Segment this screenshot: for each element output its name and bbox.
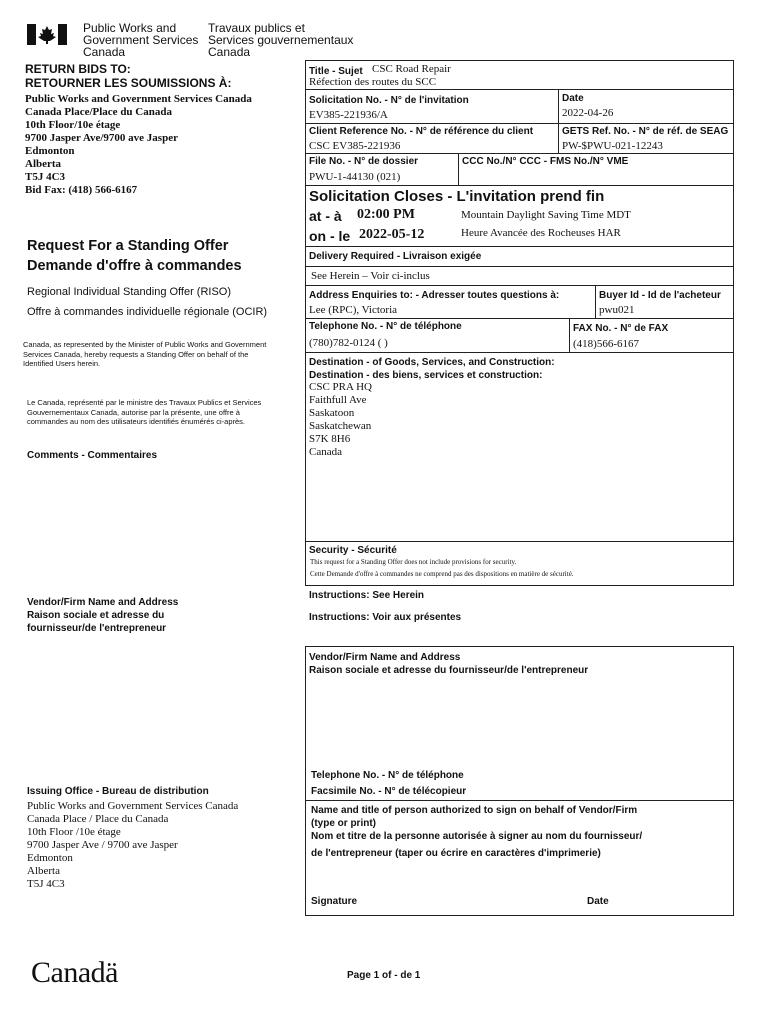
closes-timezone-fr: Heure Avancée des Rocheuses HAR	[461, 227, 621, 239]
return-bids-address: Public Works and Government Services Canada Canada Place/Place du Canada 10th Floor/10e étage 9700 Jasper Ave/9700 ave Jasper Edmonton Alberta T5J 4C3 Bid Fax: (418) 566-6167	[25, 93, 252, 196]
vendor-name-label-left: Vendor/Firm Name and Address Raison sociale et adresse du fournisseur/de l'entrepreneur	[27, 597, 179, 634]
date-label: Date	[562, 93, 584, 104]
solicitation-closes-title: Solicitation Closes - L'invitation prend fin	[309, 188, 605, 205]
signature-label: Signature	[311, 896, 358, 907]
canada-flag-icon	[27, 24, 67, 45]
issuing-office-address: Public Works and Government Services Canada Canada Place / Place du Canada 10th Floor /10e étage 9700 Jasper Ave / 9700 ave Jasper Edmonton Alberta T5J 4C3	[27, 800, 239, 890]
canada-wordmark: Canadä	[31, 956, 118, 989]
department-name-fr: Travaux publics et Services gouvernementaux Canada	[208, 21, 354, 59]
authority-paragraph-fr: Le Canada, représenté par le ministre des Travaux Publics et Services Gouvernementaux Canada, autorise par la présente, une offre à commandes au nom des utilisateurs identifiés énumérés ci-après.	[27, 398, 262, 426]
destination-address: CSC PRA HQ Faithfull Ave Saskatoon Saskatchewan S7K 8H6 Canada	[309, 381, 372, 458]
address-enquiries-value: Lee (RPC), Victoria	[309, 304, 398, 316]
vendor-telephone-label: Telephone No. - N° de téléphone	[311, 770, 464, 781]
title-value-fr: Réfection des routes du SCC	[309, 76, 437, 88]
date-value: 2022-04-26	[562, 107, 614, 119]
buyer-id-label: Buyer Id - Id de l'acheteur	[599, 290, 721, 301]
authorized-person-label: Name and title of person authorized to sign on behalf of Vendor/Firm (type or print) Nom et titre de la personne autorisée à signer au nom du fournisseur/ de l'entrepreneur (taper ou écrire en caractères d'imprimerie)	[311, 805, 643, 859]
return-bids-title: RETURN BIDS TO: RETOURNER LES SOUMISSIONS À:	[25, 62, 232, 90]
delivery-required-label: Delivery Required - Livraison exigée	[309, 251, 482, 262]
telephone-label: Telephone No. - N° de téléphone	[309, 321, 462, 332]
closes-date: 2022-05-12	[359, 227, 425, 242]
fax-value: (418)566-6167	[573, 338, 639, 350]
title-value: CSC Road Repair	[372, 63, 451, 75]
solicitation-number-label: Solicitation No. - N° de l'invitation	[309, 95, 469, 106]
security-text-fr: Cette Demande d'offre à commandes ne comprend pas des dispositions en matière de sécurité.	[310, 570, 574, 578]
delivery-required-value: See Herein – Voir ci-inclus	[311, 270, 430, 282]
gets-reference-value: PW-$PWU-021-12243	[562, 140, 663, 152]
gets-reference-label: GETS Ref. No. - N° de réf. de SEAG	[562, 126, 729, 137]
request-subtitle: Regional Individual Standing Offer (RISO) Offre à commandes individuelle régionale (OCIR)	[27, 286, 268, 318]
fax-label: FAX No. - N° de FAX	[573, 323, 669, 334]
telephone-value: (780)782-0124 ( )	[309, 337, 388, 349]
file-number-label: File No. - N° de dossier	[309, 156, 419, 167]
request-title: Request For a Standing Offer Demande d'offre à commandes	[27, 238, 242, 274]
signature-date-label: Date	[587, 896, 609, 907]
client-reference-value: CSC EV385-221936	[309, 140, 401, 152]
solicitation-number-value: EV385-221936/A	[309, 109, 388, 121]
client-reference-label: Client Reference No. - N° de référence du client	[309, 126, 534, 137]
security-text-en: This request for a Standing Offer does not include provisions for security.	[310, 558, 517, 566]
closes-time: 02:00 PM	[357, 207, 415, 222]
vendor-facsimile-label: Facsimile No. - N° de télécopieur	[311, 786, 467, 797]
ccc-number-label: CCC No./N° CCC - FMS No./N° VME	[462, 156, 629, 167]
instructions-en: Instructions: See Herein	[309, 590, 425, 601]
title-label: Title - Sujet	[309, 66, 363, 77]
closes-at-label: at - à	[309, 208, 342, 224]
page-number: Page 1 of - de 1	[347, 970, 421, 981]
vendor-name-label: Vendor/Firm Name and Address Raison sociale et adresse du fournisseur/de l'entrepreneur	[309, 652, 589, 676]
comments-label: Comments - Commentaires	[27, 450, 158, 461]
address-enquiries-label: Address Enquiries to: - Adresser toutes questions à:	[309, 290, 560, 301]
closes-timezone-en: Mountain Daylight Saving Time MDT	[461, 209, 631, 221]
security-label: Security - Sécurité	[309, 545, 397, 556]
destination-label: Destination - of Goods, Services, and Construction: Destination - des biens, services et construction:	[309, 357, 555, 381]
authority-paragraph-en: Canada, as represented by the Minister of Public Works and Government Services Canada, hereby requests a Standing Offer on behalf of the Identified Users herein.	[23, 340, 267, 368]
file-number-value: PWU-1-44130 (021)	[309, 171, 401, 183]
issuing-office-label: Issuing Office - Bureau de distribution	[27, 786, 209, 797]
department-name-en: Public Works and Government Services Canada	[83, 21, 199, 59]
buyer-id-value: pwu021	[599, 304, 635, 316]
closes-on-label: on - le	[309, 228, 351, 244]
vendor-name-address-field[interactable]	[309, 680, 730, 764]
instructions-fr: Instructions: Voir aux présentes	[309, 612, 462, 623]
